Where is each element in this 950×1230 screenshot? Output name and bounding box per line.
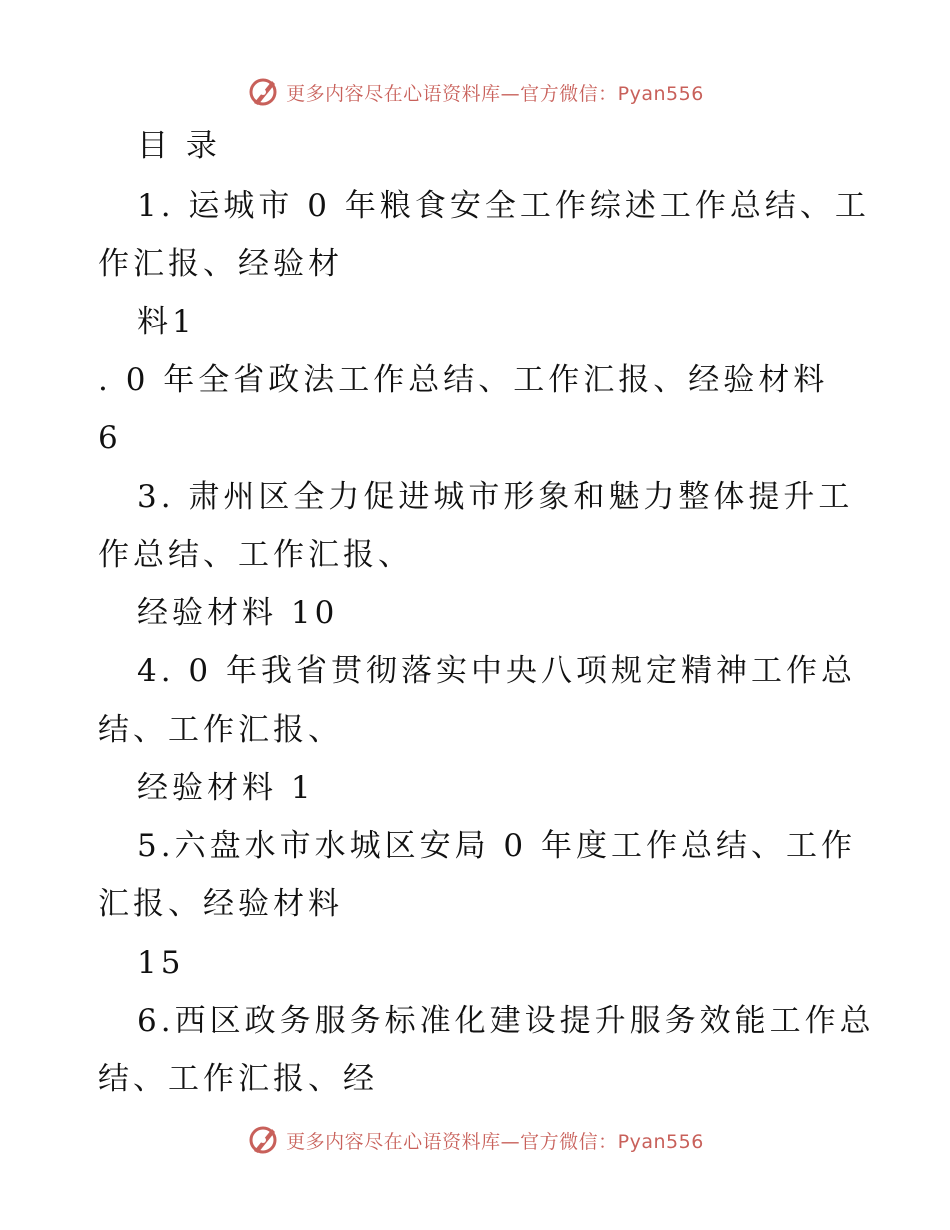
header-watermark xyxy=(0,72,950,112)
watermark-text: 更多内容尽在心语资料库—官方微信：Pyan556 xyxy=(286,1130,704,1153)
toc-line: 4. 0 年我省贯彻落实中央八项规定精神工作总 xyxy=(137,653,857,689)
quill-pen-circle-icon xyxy=(246,75,280,109)
quill-pen-circle-icon xyxy=(246,1123,280,1157)
toc-line: 6 xyxy=(98,420,122,456)
toc-line: . 0 年全省政法工作总结、工作汇报、经验材料 xyxy=(98,362,829,398)
toc-line: 15 xyxy=(137,945,185,981)
toc-line: 5.六盘水市水城区安局 0 年度工作总结、工作 xyxy=(137,828,857,864)
toc-line: 作汇报、经验材 xyxy=(98,246,343,282)
toc-heading: 目 录 xyxy=(137,128,221,164)
toc-line: 6.西区政务服务标准化建设提升服务效能工作总 xyxy=(137,1003,875,1039)
toc-line: 经验材料 1 xyxy=(137,770,315,806)
toc-line: 结、工作汇报、经 xyxy=(98,1061,378,1097)
toc-line: 经验材料 10 xyxy=(137,595,339,631)
toc-line: 汇报、经验材料 xyxy=(98,886,343,922)
toc-line: 1. 运城市 0 年粮食安全工作综述工作总结、工 xyxy=(137,188,870,224)
toc-line: 结、工作汇报、 xyxy=(98,712,343,748)
watermark-text: 更多内容尽在心语资料库—官方微信：Pyan556 xyxy=(286,82,704,105)
toc-line: 作总结、工作汇报、 xyxy=(98,537,413,573)
toc-line: 3. 肃州区全力促进城市形象和魅力整体提升工 xyxy=(137,479,854,515)
toc-line: 料1 xyxy=(137,304,196,340)
footer-watermark xyxy=(0,1120,950,1160)
